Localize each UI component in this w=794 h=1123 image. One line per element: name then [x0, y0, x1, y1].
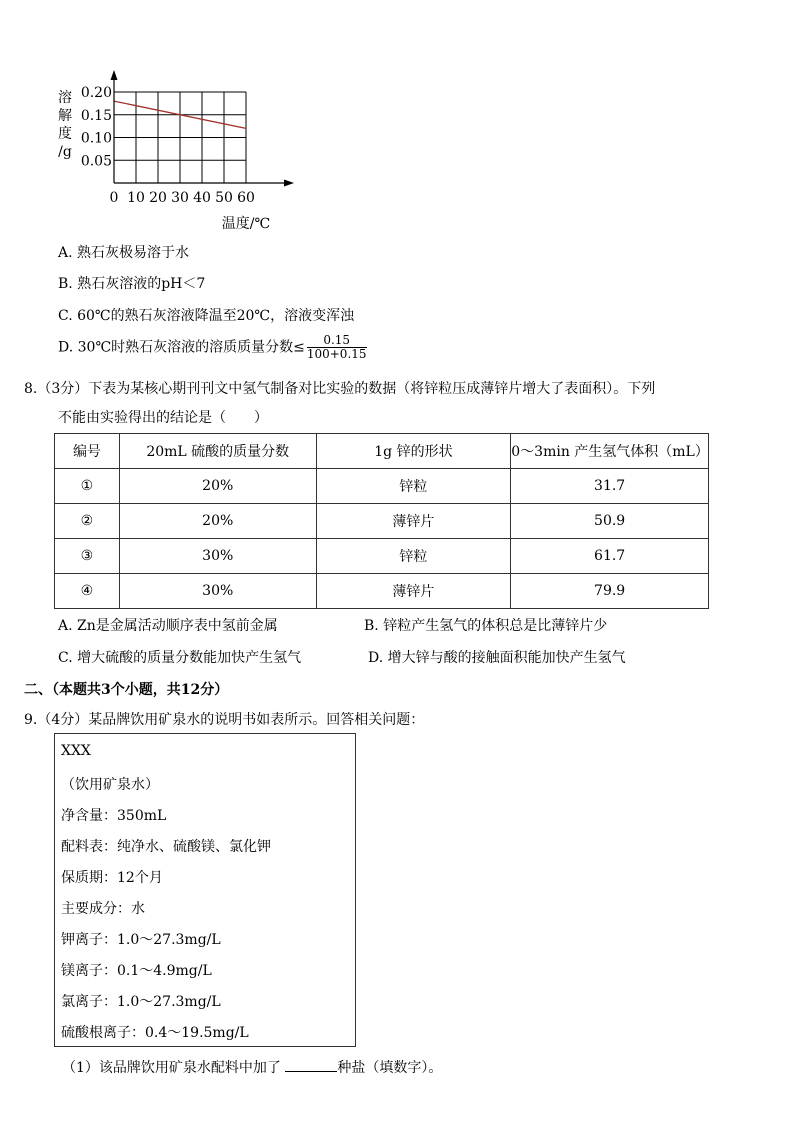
product-label-box	[54, 733, 356, 1047]
table-cell: ③	[55, 539, 120, 574]
q8-option-a: A. Zn是金属活动顺序表中氢前金属	[58, 618, 278, 634]
table-header: 0～3min 产生氢气体积（mL）	[511, 434, 709, 469]
y-tick-label: 0.10	[80, 130, 112, 147]
x-tick-label: 20	[149, 190, 167, 206]
label-line: 配料表：纯净水、硫酸镁、氯化钾	[61, 839, 271, 855]
q9-sub1	[62, 1057, 442, 1077]
y-tick-label: 0.20	[80, 85, 112, 101]
q9-sub1-prefix: （1）该品牌饮用矿泉水配料中加了	[62, 1060, 286, 1076]
q7-option-b: B. 熟石灰溶液的pH＜7	[58, 276, 206, 292]
y-tick-label: 0.15	[80, 107, 112, 124]
q7-option-c: C. 60℃的熟石灰溶液降温至20℃，溶液变浑浊	[58, 308, 355, 324]
table-header: 20mL 硫酸的质量分数	[119, 434, 316, 469]
table-cell: 20%	[119, 504, 316, 539]
table-cell: ④	[55, 574, 120, 609]
table-row	[55, 504, 709, 539]
q8-option-c: C. 增大硫酸的质量分数能加快产生氢气	[58, 650, 302, 666]
table-cell: 30%	[119, 574, 316, 609]
table-cell: 20%	[119, 469, 316, 504]
label-line: 主要成分：水	[61, 901, 145, 917]
table-header-row	[55, 434, 709, 469]
table-row	[55, 469, 709, 504]
table-header: 编号	[55, 434, 120, 469]
answer-blank[interactable]	[285, 1057, 337, 1072]
x-axis-arrow-icon	[284, 180, 294, 187]
x-tick-label: 60	[237, 190, 255, 206]
label-line: 氯离子：1.0～27.3mg/L	[61, 994, 221, 1010]
table-cell: 锌粒	[316, 539, 511, 574]
q8-stem-line1: 8.（3分）下表为某核心期刊刊文中氢气制备对比实验的数据（将锌粒压成薄锌片增大了表面积）。下列	[24, 381, 656, 397]
table-row	[55, 539, 709, 574]
q8-option-b: B. 锌粒产生氢气的体积总是比薄锌片少	[364, 618, 608, 634]
table-cell: 79.9	[511, 574, 709, 609]
table-cell: ②	[55, 504, 120, 539]
label-line: 保质期：12个月	[61, 870, 163, 886]
q9-sub1-suffix: 种盐（填数字）。	[337, 1060, 443, 1076]
q8-option-d: D. 增大锌与酸的接触面积能加快产生氢气	[368, 650, 626, 666]
table-row	[55, 574, 709, 609]
table-cell: 薄锌片	[316, 504, 511, 539]
table-cell: 锌粒	[316, 469, 511, 504]
y-axis-label-char: 度	[58, 126, 72, 142]
table-cell: 薄锌片	[316, 574, 511, 609]
y-axis-label-char: 解	[58, 108, 72, 124]
label-line: （饮用矿泉水）	[61, 777, 159, 793]
label-line: 硫酸根离子：0.4～19.5mg/L	[61, 1025, 249, 1041]
y-axis-label-char: 溶	[58, 90, 72, 106]
fraction-numerator: 0.15	[307, 334, 367, 348]
table-cell: ①	[55, 469, 120, 504]
q7-option-a: A. 熟石灰极易溶于水	[58, 245, 190, 261]
label-line: 镁离子：0.1～4.9mg/L	[61, 963, 212, 979]
x-tick-label: 0	[109, 190, 119, 206]
x-tick-label: 50	[215, 190, 233, 206]
fraction	[307, 334, 367, 361]
x-tick-label: 30	[171, 190, 189, 206]
q8-stem-line2: 不能由实验得出的结论是（ ）	[58, 410, 268, 426]
x-tick-label: 40	[193, 190, 211, 206]
y-axis-arrow-icon	[111, 70, 118, 80]
x-tick-label: 10	[127, 190, 145, 206]
q9-stem: 9.（4分）某品牌饮用矿泉水的说明书如表所示。回答相关问题：	[24, 712, 425, 728]
table-cell: 30%	[119, 539, 316, 574]
table-header: 1g 锌的形状	[316, 434, 511, 469]
q7-option-d-text: D. 30℃时熟石灰溶液的溶质质量分数≤	[58, 339, 305, 356]
y-tick-label: 0.05	[80, 153, 112, 170]
y-axis-label-char: /g	[58, 144, 72, 160]
chart-xlabel: 温度/℃	[221, 216, 271, 232]
table-cell: 31.7	[511, 469, 709, 504]
table-cell: 50.9	[511, 504, 709, 539]
fraction-denominator: 100+0.15	[306, 347, 367, 361]
table-cell: 61.7	[511, 539, 709, 574]
label-line: 钾离子：1.0～27.3mg/L	[61, 932, 221, 948]
q7-option-d	[58, 334, 367, 361]
label-line: 净含量：350mL	[61, 808, 167, 824]
solubility-chart	[0, 0, 794, 240]
label-line: XXX	[61, 743, 91, 759]
section-title: 二、（本题共3个小题，共12分）	[24, 682, 229, 698]
experiment-table	[54, 433, 709, 609]
